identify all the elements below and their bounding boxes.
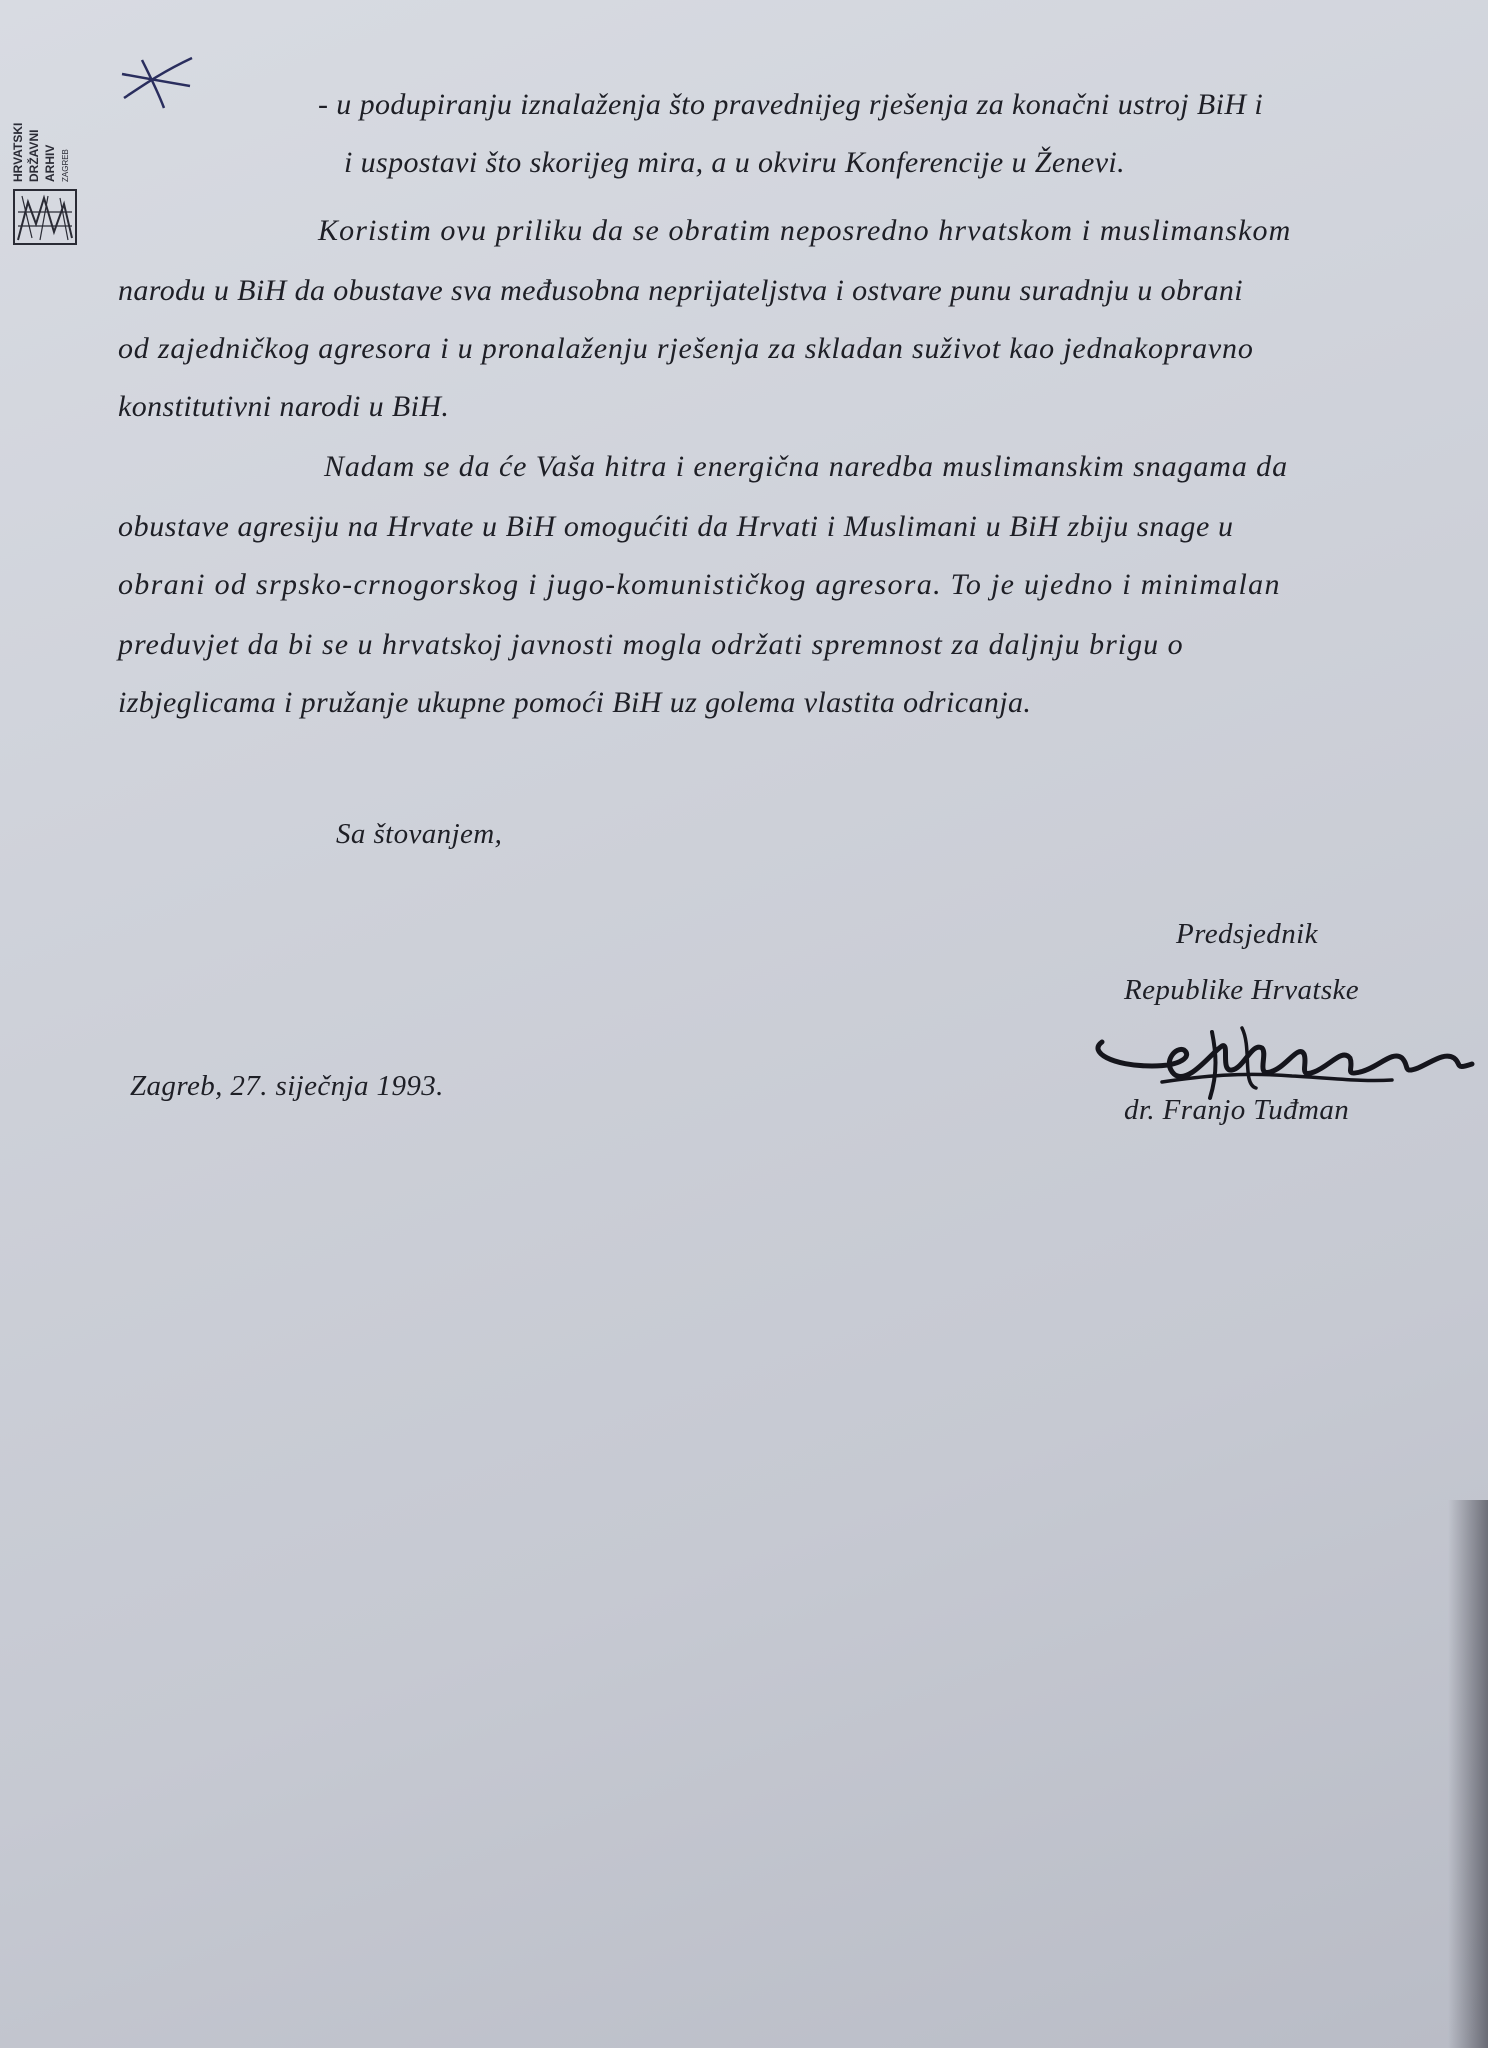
body-line: izbjeglicama i pružanje ukupne pomoći BiH uz golema vlastita odricanja. <box>118 686 1032 719</box>
body-line: Koristim ovu priliku da se obratim neposredno hrvatskom i muslimanskom <box>318 214 1292 247</box>
body-line: od zajedničkog agresora i u pronalaženju rješenja za skladan suživot kao jednakopravno <box>118 332 1254 365</box>
salutation: Sa štovanjem, <box>336 818 503 850</box>
body-line: narodu u BiH da obustave sva međusobna neprijateljstva i ostvare punu suradnju u obrani <box>118 274 1244 307</box>
place-and-date: Zagreb, 27. siječnja 1993. <box>130 1070 444 1102</box>
signatory-name: dr. Franjo Tuđman <box>1124 1094 1350 1126</box>
body-line: obrani od srpsko-crnogorskog i jugo-komunističkog agresora. To je ujedno i minimalan <box>118 568 1281 601</box>
page-edge-shadow <box>1448 1500 1488 2048</box>
svg-text:HRVATSKI: HRVATSKI <box>11 122 25 182</box>
body-line: konstitutivni narodi u BiH. <box>118 390 450 423</box>
svg-text:ARHIV: ARHIV <box>43 144 57 182</box>
body-line: i uspostavi što skorijeg mira, a u okviru Konferencije u Ženevi. <box>344 146 1126 179</box>
svg-text:ZAGREB: ZAGREB <box>61 149 70 182</box>
signatory-title: Predsjednik <box>1176 918 1318 950</box>
body-line: obustave agresiju na Hrvate u BiH omogućiti da Hrvati i Muslimani u BiH zbiju snage u <box>118 510 1234 543</box>
body-line: Nadam se da će Vaša hitra i energična naredba muslimanskim snagama da <box>324 450 1288 483</box>
handwritten-asterisk-mark <box>118 52 198 112</box>
body-line: preduvjet da bi se u hrvatskoj javnosti mogla održati spremnost za daljnju brigu o <box>118 628 1184 661</box>
signatory-office: Republike Hrvatske <box>1124 974 1360 1006</box>
archive-stamp <box>8 52 92 248</box>
body-line: - u podupiranju iznalaženja što pravednijeg rješenja za konačni ustroj BiH i <box>318 88 1264 121</box>
svg-text:DRŽAVNI: DRŽAVNI <box>27 129 41 182</box>
